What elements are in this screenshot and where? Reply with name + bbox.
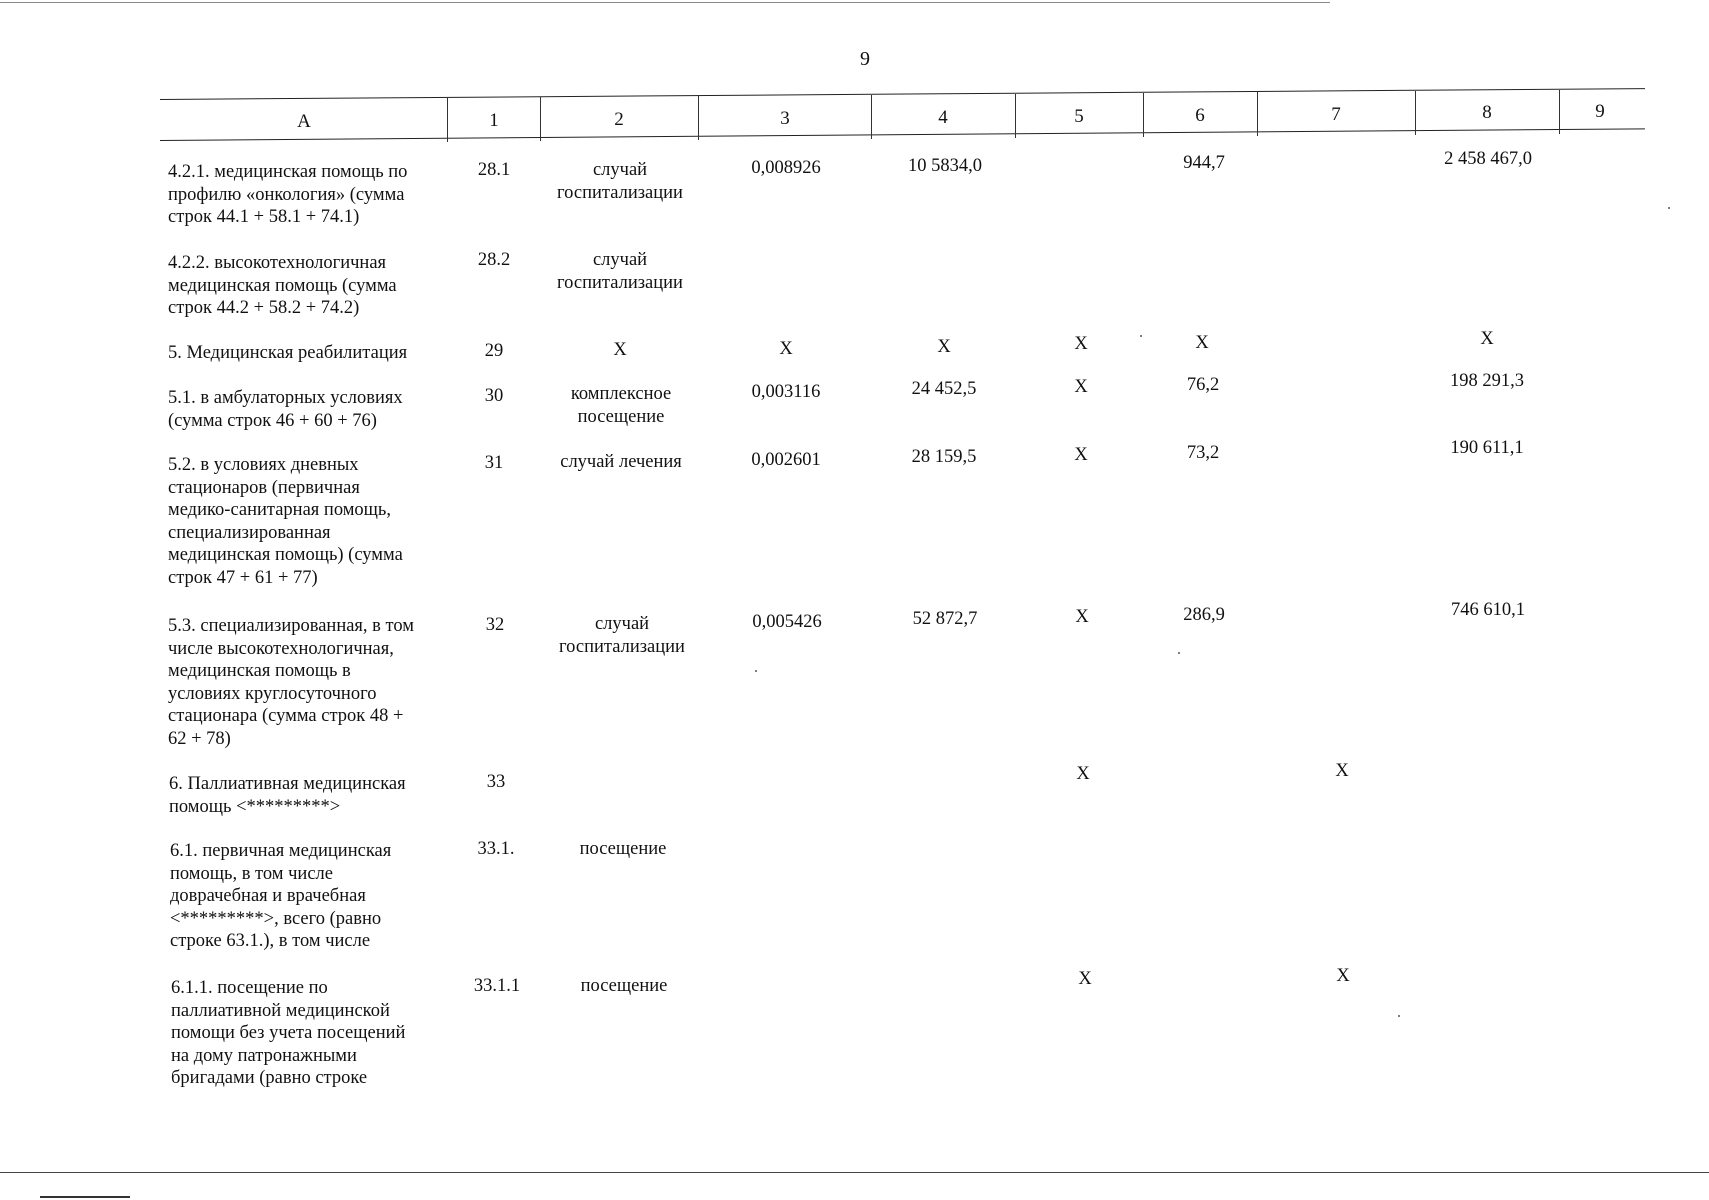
row-label: 5. Медицинская реабилитация [168, 343, 408, 363]
row-col5: Х [1075, 607, 1089, 627]
row-label: 4.2.2. высокотехнологичная медицинская помощь (сумма строк 44.2 + 58.2 + 74.2) [168, 253, 397, 318]
row-col3: 0,008926 [751, 158, 821, 178]
row-col3: Х [779, 339, 793, 359]
scan-speck [1178, 652, 1180, 654]
row-col8: 198 291,3 [1450, 371, 1524, 391]
row-unit: посещение [580, 976, 668, 996]
row-col6: 286,9 [1183, 605, 1225, 625]
row-col5: Х [1074, 445, 1088, 465]
row-col6: 76,2 [1186, 375, 1220, 395]
row-code: 29 [484, 341, 504, 361]
row-unit: Х [613, 340, 627, 360]
row-col8: 190 611,1 [1450, 438, 1524, 458]
row-unit: случай госпитализации [559, 614, 685, 657]
scan-speck [1398, 1015, 1400, 1017]
column-header-4: 4 [938, 107, 948, 128]
header-divider-1 [447, 98, 448, 142]
row-code: 33.1.1 [473, 976, 521, 996]
row-label: 4.2.1. медицинская помощь по профилю «онкология» (сумма строк 44.1 + 58.1 + 74.1) [168, 162, 408, 227]
row-label: 6.1.1. посещение по паллиативной медицинской помощи без учета посещений на дому патронажными бригадами (равно строке [171, 978, 406, 1088]
row-label: 5.1. в амбулаторных условиях (сумма строк 46 + 60 + 76) [168, 388, 403, 431]
scan-edge-line [0, 1172, 1709, 1173]
row-col7: Х [1335, 761, 1349, 781]
row-col4: Х [937, 337, 951, 357]
header-divider-4 [871, 95, 872, 139]
page-number: 9 [860, 48, 870, 70]
row-col7: Х [1336, 966, 1350, 986]
column-header-6: 6 [1195, 105, 1205, 126]
row-label: 5.2. в условиях дневных стационаров (первичная медико-санитарная помощь, специализированная медицинская помощь) (сумма строк 47 + 61 + 77) [168, 455, 403, 588]
row-col5: Х [1076, 764, 1090, 784]
row-col4: 52 872,7 [912, 609, 978, 629]
row-col4: 10 5834,0 [908, 156, 982, 176]
row-col3: 0,003116 [751, 382, 821, 402]
row-col5: Х [1078, 969, 1092, 989]
row-col5: Х [1074, 377, 1088, 397]
row-col8: 746 610,1 [1451, 600, 1525, 620]
row-code: 33.1. [477, 839, 515, 859]
row-col3: 0,005426 [752, 612, 822, 632]
header-divider-3 [698, 96, 699, 140]
column-header-1: 1 [489, 110, 499, 131]
column-header-9: 9 [1595, 101, 1605, 122]
column-header-3: 3 [780, 108, 790, 129]
row-unit: комплексное посещение [570, 384, 672, 427]
column-header-8: 8 [1482, 102, 1492, 123]
row-unit: случай госпитализации [557, 250, 683, 293]
scan-top-edge [0, 2, 1330, 3]
row-code: 33 [486, 772, 506, 792]
row-col5: Х [1074, 334, 1088, 354]
row-code: 31 [484, 453, 504, 473]
row-unit: случай лечения [560, 452, 682, 472]
row-unit: случай госпитализации [557, 160, 683, 203]
column-header-7: 7 [1331, 104, 1341, 125]
header-divider-9 [1559, 90, 1560, 134]
row-col6: Х [1195, 333, 1209, 353]
row-label: 6. Паллиативная медицинская помощь <*********> [169, 774, 406, 817]
scan-speck [755, 670, 757, 672]
row-code: 32 [485, 615, 505, 635]
row-col3: 0,002601 [751, 450, 821, 470]
row-code: 28.1 [477, 160, 511, 180]
column-header-a: А [297, 111, 311, 132]
header-divider-7 [1257, 92, 1258, 136]
table-top-rule [160, 88, 1645, 100]
row-label: 5.3. специализированная, в том числе высокотехнологичная, медицинская помощь в условиях круглосуточного стационара (сумма строк 48 + 62 + 78) [168, 616, 414, 749]
row-col6: 73,2 [1186, 443, 1220, 463]
row-col4: 28 159,5 [911, 447, 977, 467]
row-col8: Х [1480, 329, 1494, 349]
header-divider-6 [1143, 93, 1144, 137]
scan-speck [1140, 335, 1142, 337]
column-header-5: 5 [1074, 106, 1084, 127]
scan-edge-mark [40, 1196, 130, 1198]
header-bottom-rule [160, 128, 1645, 141]
row-col8: 2 458 467,0 [1444, 149, 1532, 169]
row-code: 28.2 [477, 250, 511, 270]
row-col4: 24 452,5 [911, 379, 977, 399]
scan-speck [1668, 207, 1670, 209]
row-label: 6.1. первичная медицинская помощь, в том числе доврачебная и врачебная <*********>, всего (равно строке 63.1.), в том числе [170, 841, 392, 951]
header-divider-8 [1415, 91, 1416, 135]
row-code: 30 [484, 386, 504, 406]
header-divider-2 [540, 97, 541, 141]
row-col6: 944,7 [1183, 153, 1225, 173]
row-unit: посещение [579, 839, 667, 859]
column-header-2: 2 [614, 109, 624, 130]
header-divider-5 [1015, 94, 1016, 138]
